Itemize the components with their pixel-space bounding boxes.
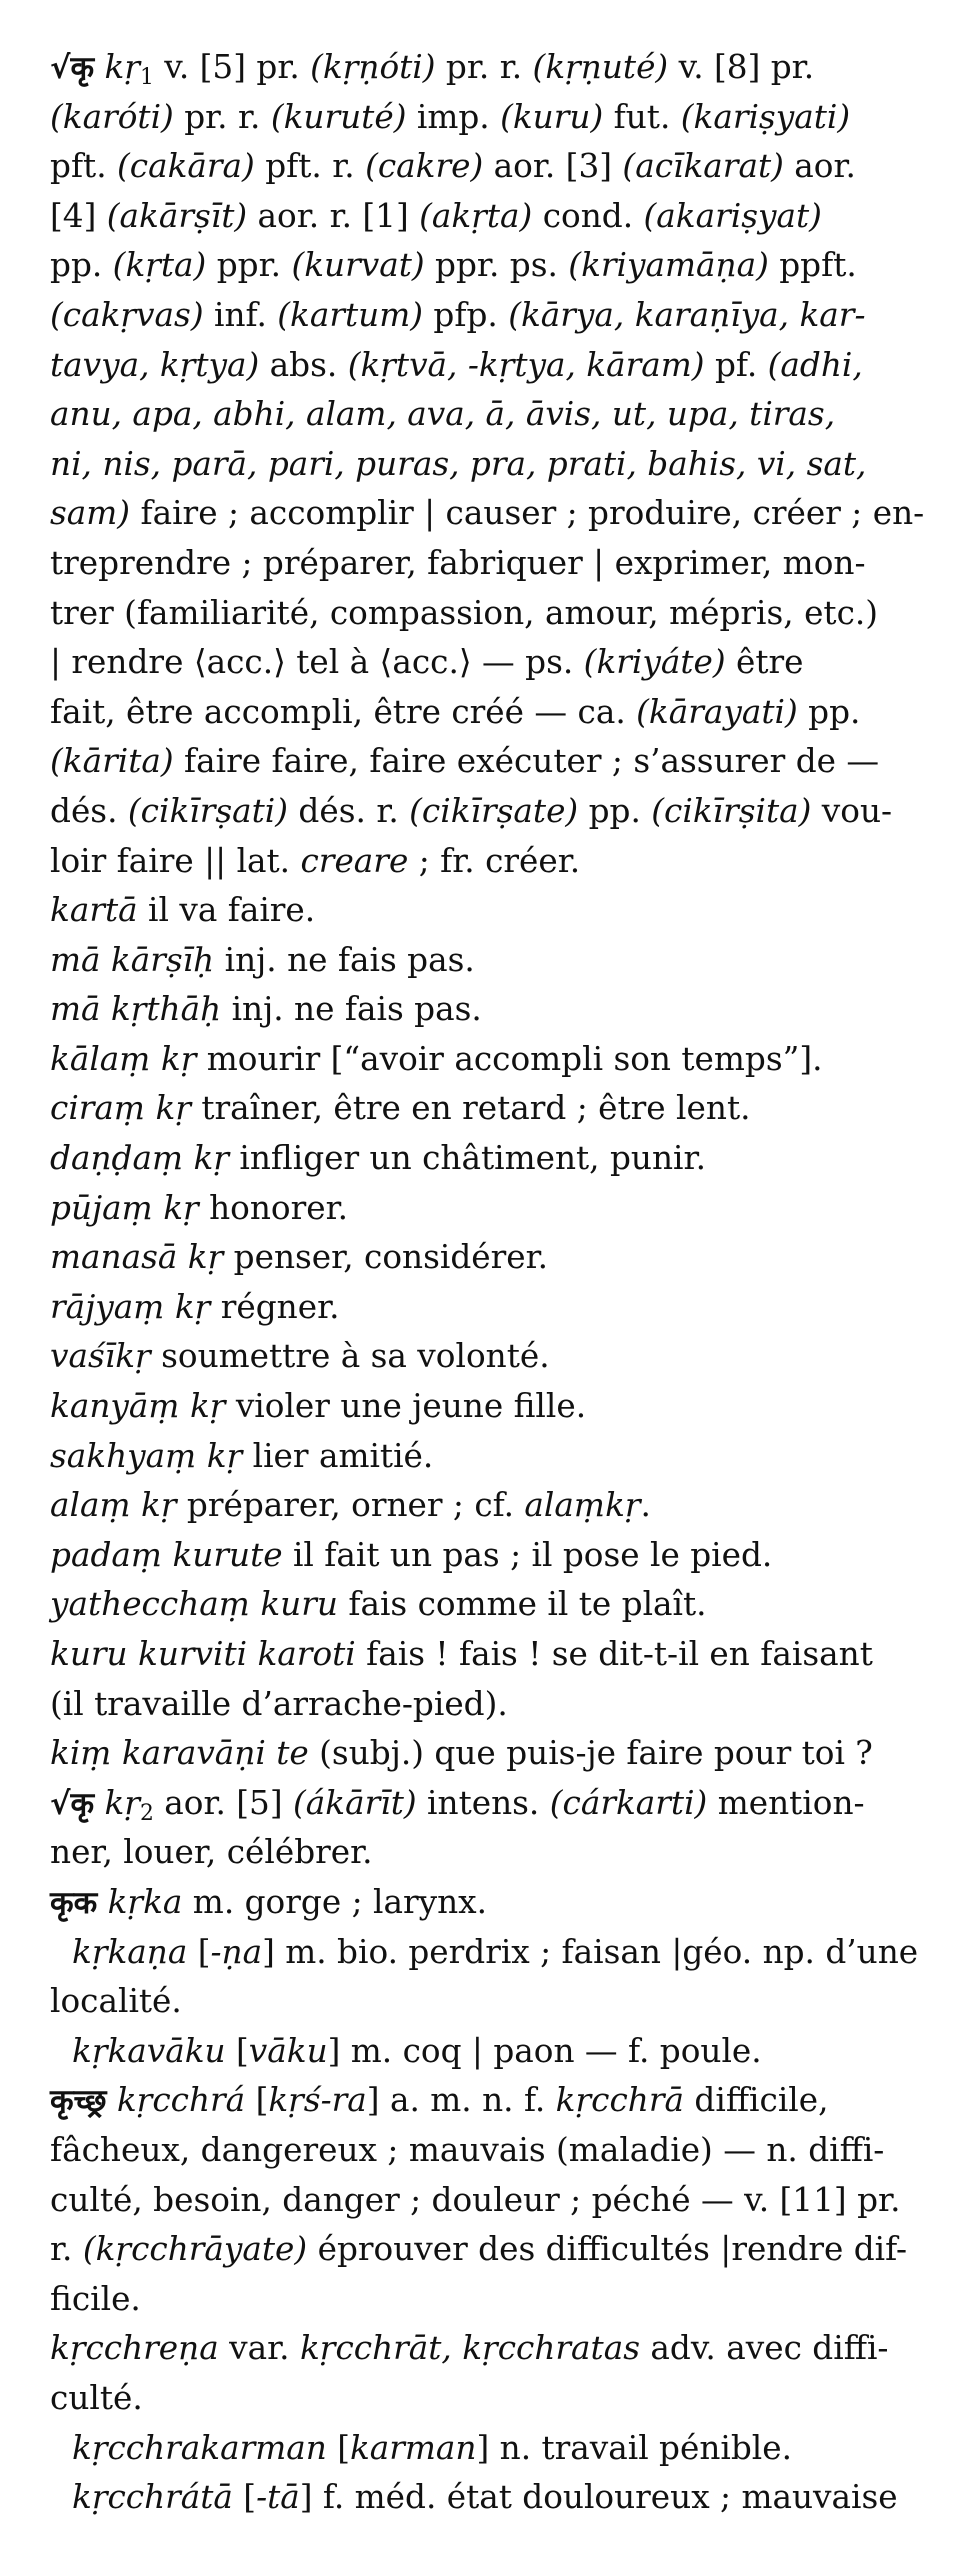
dictionary-line	[50, 1381, 957, 1431]
text-segment: v. [8] pr.	[668, 47, 815, 86]
dictionary-line	[50, 2274, 957, 2324]
text-segment: fais ! fais ! se dit-t-il en faisant	[355, 1634, 873, 1673]
italic-text: (akariṣyat)	[643, 195, 822, 235]
dictionary-line	[50, 885, 957, 935]
text-segment: pft. r.	[254, 146, 366, 186]
text-segment: r.	[50, 2229, 83, 2269]
dictionary-line	[72, 2026, 957, 2076]
text-segment: ner, louer, célébrer.	[50, 1832, 373, 1872]
dictionary-line	[50, 736, 957, 786]
text-segment: inj. ne fais pas.	[214, 939, 475, 979]
italic-text: (cakṛvas)	[50, 294, 204, 334]
dictionary-line	[50, 1629, 957, 1679]
dictionary-line	[50, 92, 957, 142]
dictionary-line	[50, 1976, 957, 2026]
dictionary-line	[50, 2125, 957, 2175]
dictionary-line	[50, 1083, 957, 1133]
dictionary-line	[50, 1431, 957, 1481]
text-segment: vou-	[811, 790, 893, 830]
text-segment: treprendre ; préparer, fabriquer | exprimer, mon-	[50, 542, 866, 582]
dictionary-line	[50, 1778, 957, 1828]
text-segment: aor. r. [1]	[247, 195, 420, 235]
italic-text: kṛś-ra	[268, 2080, 367, 2120]
italic-text: -ṇa	[210, 1931, 263, 1971]
text-segment: faire faire, faire exécuter ; s’assurer de —	[173, 741, 880, 781]
dictionary-line	[50, 1480, 957, 1530]
italic-text: (kartum)	[277, 294, 424, 334]
text-segment: inf.	[203, 294, 278, 334]
text-segment: loir faire || lat.	[50, 840, 301, 880]
italic-text: (kurvat)	[291, 245, 425, 285]
italic-text: (kārayati)	[636, 691, 798, 731]
italic-text: manasā kṛ	[50, 1237, 224, 1277]
text-segment: penser, considérer.	[223, 1237, 549, 1277]
text-segment: cond.	[532, 195, 644, 235]
text-segment: fut.	[603, 96, 681, 136]
italic-text: rājyaṃ kṛ	[50, 1286, 211, 1326]
dictionary-line	[50, 488, 957, 538]
text-segment: trer (familiarité, compassion, amour, mépris, etc.)	[50, 592, 879, 632]
text-segment: violer une jeune fille.	[225, 1386, 587, 1426]
italic-text: alaṃkṛ	[524, 1485, 641, 1525]
text-segment: [	[245, 2080, 269, 2120]
italic-text: kṛcchrátā	[72, 2477, 233, 2517]
text-segment: mourir [“avoir accompli son temps”].	[196, 1038, 823, 1078]
italic-text: (kriyáte)	[583, 642, 726, 682]
italic-text: yathecchaṃ kuru	[50, 1584, 338, 1624]
text-segment: mention-	[707, 1782, 865, 1822]
italic-text: kṛcchreṇa	[50, 2328, 219, 2368]
italic-text: (kriyamāṇa)	[568, 245, 769, 285]
text-segment: ] n. travail pénible.	[476, 2427, 793, 2467]
dictionary-line	[50, 935, 957, 985]
italic-text: (kṛta)	[112, 245, 207, 285]
dictionary-line	[50, 1877, 957, 1927]
dictionary-line	[50, 1331, 957, 1381]
text-segment: aor.	[783, 146, 856, 186]
italic-text: alaṃ kṛ	[50, 1485, 177, 1525]
italic-text: kṛka	[97, 1881, 183, 1921]
italic-text: kanyāṃ kṛ	[50, 1386, 226, 1426]
text-segment: imp.	[406, 96, 501, 136]
italic-text: (kārya, karaṇīya, kar-	[508, 294, 866, 334]
text-segment: culté.	[50, 2377, 143, 2417]
text-segment: ppr.	[206, 245, 292, 285]
text-segment: ] m. bio. perdrix ; faisan |géo. np. d’une	[262, 1931, 919, 1971]
italic-text: kṛkavāku	[72, 2030, 226, 2070]
italic-text: creare	[300, 840, 409, 880]
italic-text: (kariṣyati)	[680, 96, 851, 136]
italic-text: anu, apa, abhi, alam, ava, ā, āvis, ut, upa, tiras,	[50, 394, 836, 434]
text-segment: fâcheux, dangereux ; mauvais (maladie) — n. diffi-	[50, 2129, 885, 2169]
text-segment: ] m. coq | paon — f. poule.	[327, 2030, 762, 2070]
italic-text: kṛcchrá	[106, 2080, 246, 2120]
text-segment: .	[640, 1485, 651, 1525]
text-segment: pr. r.	[173, 96, 271, 136]
dictionary-line	[50, 1827, 957, 1877]
text-segment: faire ; accomplir | causer ; produire, créer ; en-	[130, 493, 925, 533]
italic-text: ni, nis, parā, pari, puras, pra, prati, bahis, vi, sat,	[50, 443, 867, 483]
dictionary-line	[50, 290, 957, 340]
text-segment: il fait un pas ; il pose le pied.	[282, 1534, 773, 1574]
text-segment: fait, être accompli, être créé — ca.	[50, 691, 637, 731]
text-segment: honorer.	[198, 1187, 349, 1227]
text-segment: dés. r.	[288, 790, 410, 830]
text-segment: [	[187, 1931, 211, 1971]
italic-text: (kṛtvā, -kṛtya, kāram)	[347, 344, 705, 384]
text-segment: aor. [5]	[153, 1782, 294, 1822]
dictionary-line	[50, 141, 957, 191]
text-segment: traîner, être en retard ; être lent.	[190, 1088, 751, 1128]
text-segment: pr. r.	[435, 47, 533, 86]
italic-text: (kuruté)	[270, 96, 407, 136]
text-segment: soumettre à sa volonté.	[150, 1336, 550, 1376]
italic-text: kiṃ karavāṇi te	[50, 1733, 309, 1773]
text-segment: (subj.) que puis-je faire pour toi ?	[308, 1733, 873, 1773]
dictionary-line	[50, 1133, 957, 1183]
text-segment: régner.	[210, 1286, 340, 1326]
text-segment: il va faire.	[137, 890, 316, 930]
dictionary-line	[50, 191, 957, 241]
text-segment: [	[326, 2427, 350, 2467]
italic-text: (cakre)	[365, 146, 484, 186]
devanagari-headword: कृक	[50, 1884, 98, 1921]
italic-text: kālaṃ kṛ	[50, 1038, 197, 1078]
dictionary-line	[50, 836, 957, 886]
dictionary-line	[50, 340, 957, 390]
text-segment: fais comme il te plaît.	[337, 1584, 707, 1624]
text-segment: pp.	[578, 790, 652, 830]
dictionary-line	[50, 687, 957, 737]
dictionary-line	[50, 637, 957, 687]
text-segment: pf.	[704, 344, 768, 384]
italic-text: pūjaṃ kṛ	[50, 1187, 199, 1227]
italic-text: sam)	[50, 493, 131, 533]
dictionary-line	[50, 1679, 957, 1729]
italic-text: mā kṛthāḥ	[50, 989, 222, 1029]
text-segment: [	[225, 2030, 249, 2070]
italic-text: vāku	[248, 2030, 328, 2070]
italic-text: kṛcchrāt, kṛcchratas	[299, 2328, 640, 2368]
italic-text: (kṛṇóti)	[310, 47, 436, 86]
italic-text: (acīkarat)	[622, 146, 784, 186]
dictionary-line	[50, 538, 957, 588]
italic-text: daṇḍaṃ kṛ	[50, 1138, 230, 1178]
text-segment: m. gorge ; larynx.	[182, 1881, 488, 1921]
dictionary-line	[50, 588, 957, 638]
italic-text: (kārita)	[50, 741, 174, 781]
devanagari-headword: कृच्छ्र	[50, 2083, 107, 2120]
devanagari-headword: √कृ	[50, 50, 95, 86]
italic-text: kṛ	[94, 47, 140, 86]
italic-text: (akṛta)	[419, 195, 533, 235]
italic-text: (ákārīt)	[293, 1782, 417, 1822]
dictionary-line	[50, 2224, 957, 2274]
text-segment: difficile,	[684, 2080, 829, 2120]
text-segment: pp.	[797, 691, 861, 731]
text-segment: éprouver des difficultés |rendre dif-	[307, 2229, 908, 2269]
text-segment: lier amitié.	[242, 1435, 434, 1475]
italic-text: (kṛcchrāyate)	[82, 2229, 308, 2269]
text-segment: intens.	[416, 1782, 550, 1822]
italic-text: (cikīrṣita)	[651, 790, 812, 830]
text-segment: inj. ne fais pas.	[221, 989, 482, 1029]
devanagari-headword: √कृ	[50, 1785, 95, 1822]
italic-text: (cakāra)	[117, 146, 255, 186]
italic-text: (akārṣīt)	[106, 195, 248, 235]
text-segment: ] f. méd. état douloureux ; mauvaise	[299, 2477, 898, 2517]
italic-text: karman	[349, 2427, 477, 2467]
italic-text: (karóti)	[50, 96, 174, 136]
text-segment: être	[725, 642, 804, 682]
italic-text: vaśīkṛ	[50, 1336, 151, 1376]
text-segment: culté, besoin, danger ; douleur ; péché — v. [11] pr.	[50, 2179, 901, 2219]
dictionary-line	[50, 42, 957, 92]
text-segment: localité.	[50, 1981, 182, 2021]
text-segment: pp.	[50, 245, 113, 285]
text-segment: [	[232, 2477, 257, 2517]
text-segment: | rendre ⟨acc.⟩ tel à ⟨acc.⟩ — ps.	[50, 642, 584, 682]
dictionary-line	[72, 2423, 957, 2473]
homonym-index: 1	[139, 65, 154, 90]
text-segment: infliger un châtiment, punir.	[229, 1138, 706, 1178]
italic-text: (cárkarti)	[549, 1782, 708, 1822]
italic-text: (adhi,	[767, 344, 863, 384]
text-segment: ppr. ps.	[424, 245, 569, 285]
text-segment: ] a. m. n. f.	[366, 2080, 556, 2120]
italic-text: (kuru)	[500, 96, 604, 136]
italic-text: kṛkaṇa	[72, 1931, 188, 1971]
text-segment: pft.	[50, 146, 118, 186]
italic-text: mā kārṣīḥ	[50, 939, 215, 979]
text-segment: ppft.	[768, 245, 857, 285]
dictionary-line	[50, 2373, 957, 2423]
italic-text: tavya, kṛtya)	[50, 344, 260, 384]
dictionary-line	[50, 1282, 957, 1332]
text-segment: ficile.	[50, 2278, 141, 2318]
italic-text: padaṃ kurute	[50, 1534, 283, 1574]
italic-text: kṛ	[94, 1782, 140, 1822]
homonym-index: 2	[139, 1800, 154, 1826]
dictionary-line	[50, 1183, 957, 1233]
italic-text: kuru kurviti karoti	[50, 1634, 356, 1673]
text-segment: ; fr. créer.	[408, 840, 581, 880]
text-segment: abs.	[259, 344, 348, 384]
text-segment: aor. [3]	[483, 146, 623, 186]
dictionary-line	[50, 439, 957, 489]
dictionary-line	[50, 786, 957, 836]
text-segment: dés.	[50, 790, 128, 830]
text-segment: préparer, orner ; cf.	[176, 1485, 525, 1525]
italic-text: (cikīrṣati)	[127, 790, 289, 830]
dictionary-line	[50, 1530, 957, 1580]
italic-text: sakhyaṃ kṛ	[50, 1435, 243, 1475]
italic-text: kṛcchrā	[555, 2080, 685, 2120]
italic-text: ciraṃ kṛ	[50, 1088, 191, 1128]
italic-text: -tā	[256, 2477, 300, 2517]
italic-text: (kṛṇuté)	[532, 47, 669, 86]
dictionary-line	[50, 2323, 957, 2373]
text-segment: [4]	[50, 195, 107, 235]
dictionary-line	[50, 389, 957, 439]
text-segment: v. [5] pr.	[153, 47, 311, 86]
italic-text: kṛcchrakarman	[72, 2427, 327, 2467]
text-segment: adv. avec diffi-	[639, 2328, 889, 2368]
dictionary-line	[50, 2075, 957, 2125]
dictionary-line	[72, 2472, 957, 2522]
dictionary-line	[50, 1579, 957, 1629]
text-segment: (il travaille d’arrache-pied).	[50, 1683, 508, 1723]
text-segment: pfp.	[423, 294, 509, 334]
dictionary-line	[50, 1034, 957, 1084]
dictionary-line	[50, 240, 957, 290]
italic-text: (cikīrṣate)	[409, 790, 579, 830]
dictionary-line	[72, 1927, 957, 1977]
dictionary-line	[50, 2175, 957, 2225]
italic-text: kartā	[50, 890, 138, 930]
dictionary-line	[50, 1728, 957, 1778]
text-segment: var.	[218, 2328, 300, 2368]
dictionary-line	[50, 984, 957, 1034]
dictionary-line	[50, 1232, 957, 1282]
